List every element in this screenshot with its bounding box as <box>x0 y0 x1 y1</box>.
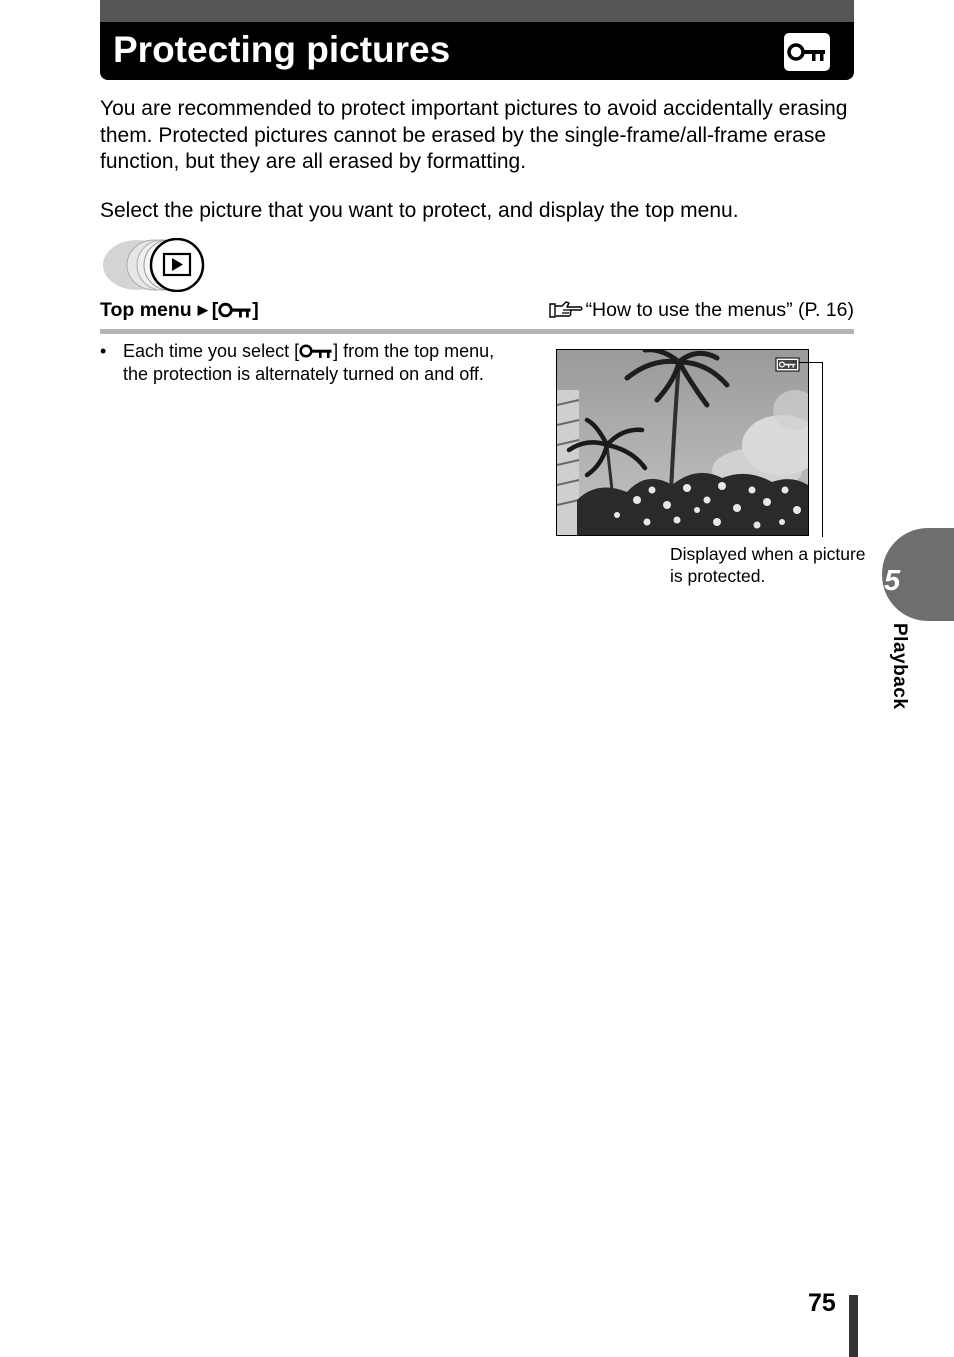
triangle-right-icon: ▶ <box>197 302 208 317</box>
chapter-name-text: Playback <box>889 623 910 710</box>
intro-paragraph: You are recommended to protect important pictures to avoid accidentally erasing them. Protected pictures cannot be erased by the single-frame/all-frame erase function, but they are all erased by formatting. <box>100 97 848 173</box>
protect-key-icon <box>218 301 252 319</box>
protect-key-icon <box>776 358 799 371</box>
figure-caption: Displayed when a picture is protected. <box>670 544 866 586</box>
menu-path-label: Top menu <box>100 299 192 321</box>
menu-path-open-bracket: [ <box>211 299 219 321</box>
bullet-text-start: Each time you select [ <box>123 341 300 361</box>
pointing-hand-icon <box>548 300 584 320</box>
page-number: 75 <box>808 1289 836 1317</box>
page-reference-text: “How to use the menus” (P. 16) <box>585 299 854 321</box>
menu-path-close-bracket: ] <box>252 299 259 321</box>
title-band <box>100 0 854 80</box>
protect-key-icon <box>784 33 830 71</box>
protected-picture-example <box>556 349 809 536</box>
menu-path <box>100 298 259 322</box>
title-top-strip <box>100 0 854 22</box>
section-rule <box>100 329 854 334</box>
protect-key-icon <box>299 343 333 359</box>
callout-line-vertical <box>822 362 823 537</box>
bullet-marker: • <box>100 341 107 361</box>
bullet-text <box>123 340 513 386</box>
page-number-bar <box>849 1295 858 1357</box>
playback-mode-icon <box>102 238 214 297</box>
callout-line-horizontal <box>799 362 823 363</box>
page-title: Protecting pictures <box>113 29 451 70</box>
chapter-number: 5 <box>884 565 901 597</box>
instruction-paragraph: Select the picture that you want to protect, and display the top menu. <box>100 199 739 222</box>
bullet-text-end: ] from the top menu, the protection is alternately turned on and off. <box>123 341 495 384</box>
page-reference <box>508 298 854 322</box>
chapter-name <box>884 623 914 733</box>
